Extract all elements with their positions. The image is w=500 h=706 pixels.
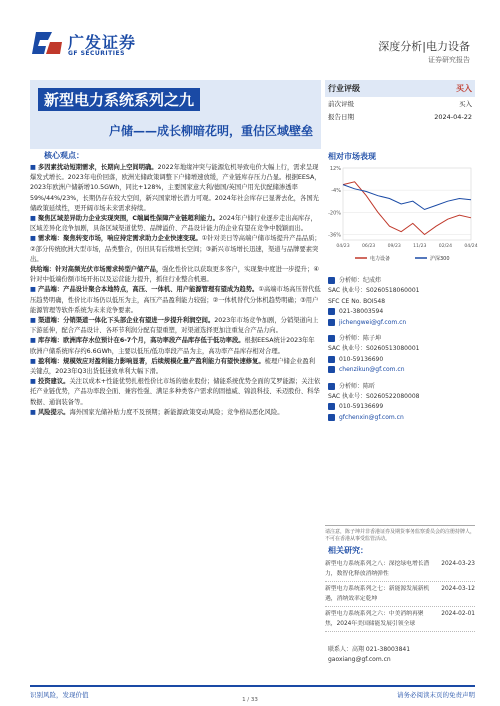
core-paragraph	[30, 357, 321, 377]
related-heading: 相关研究：	[328, 546, 368, 555]
paragraph-lead: 库存端：欧洲库存水位预计在6-7个月，高功率段产品库存低于低功率段。	[37, 337, 245, 345]
contact-block	[328, 645, 410, 665]
x-tick-label: 09/23	[387, 244, 401, 249]
analyst-block	[328, 334, 478, 376]
analyst-name: 纪成炜	[363, 277, 382, 284]
analyst-role: 分析师：	[339, 382, 364, 390]
core-heading: 核心观点：	[44, 151, 84, 160]
email-icon	[328, 414, 335, 421]
paragraph-text: ①高端市场高压替代低压趋势明确，性价比市场仍以低压为主，高压产品盈利能力较强；②一体机替代分体机趋势明确；③用户能源管理等软件系统为未来竞争要素。	[30, 286, 321, 314]
related-date: 2024-03-12	[441, 586, 475, 592]
disclaimer-note: 请注意，陈子坤并非香港证券及期货事务监察委员会的注册持牌人，不可在香港从事受监管活动。	[325, 525, 475, 543]
y-tick-label: -4%	[331, 188, 341, 195]
analyst-sac: SAC 执业号：S0260518060001	[328, 287, 420, 295]
footer-disclaimer: 请务必阅读末页的免责声明	[397, 691, 475, 699]
phone-icon	[328, 403, 335, 410]
paragraph-text: 关注以成本+性能优势扎根性价比市场的德业股份；储能系统优势全面的艾罗能源；关注依托产业链优势，产品功率段全面、兼容性强、满足多种类客户需求的固德威、锦浪科技、禾迈股份、科华数据、通润装备等。	[30, 378, 321, 406]
chart-title: 相对市场表现	[328, 152, 376, 161]
prev-rating-label: 前次评级	[328, 100, 354, 108]
x-tick-label: 11/23	[413, 244, 427, 249]
analyst-name: 陈子坤	[363, 335, 382, 343]
person-icon	[328, 335, 335, 342]
analyst-email[interactable]: jichengwei@gf.com.cn	[339, 318, 407, 326]
email-icon	[328, 366, 335, 373]
related-list	[325, 557, 475, 632]
plot-frame	[343, 168, 471, 240]
report-category: 深度分析|电力设备	[378, 40, 470, 53]
phone-icon	[328, 308, 335, 315]
analyst-email[interactable]: chenzikun@gf.com.cn	[339, 366, 405, 374]
paragraph-text: 2022年地缘冲突与能源危机导致电价大幅上行，需求呈现爆发式增长。2023年电价回落，欧洲光储政策调整下户储增速放缓，产业链库存压力凸显。根据EESA，2023年欧洲户储新增10.5GWh，同比+128%，主要国家意大利/德国/英国户用光伏配储渗透率59%/44%/23%，长期仍存在较大空间，新兴国家增长潜力可观。2024年社会库存已显著去化，各国光储政策延续性，更开阔市场未来需求持续。	[30, 164, 321, 212]
paragraph-text: 根据EESA统计2023年年欧洲户储系统库存约6.6GWh，主要以低压/低功率段产品为主，高功率产品库存相对合理。	[30, 337, 315, 355]
paragraph-lead: 渠道端：分销渠道一体化下头部企业有望进一步提升利润空间。	[37, 317, 215, 325]
analyst-sac: SAC 执业号：S0260513080001	[328, 345, 420, 353]
analyst-phone: 010-59136699	[339, 403, 384, 411]
core-paragraph	[30, 336, 321, 356]
related-date: 2024-02-01	[441, 611, 475, 617]
core-body	[30, 163, 321, 418]
related-item[interactable]	[325, 557, 475, 582]
brand-name-en: GF SECURITIES	[68, 50, 125, 57]
analyst-role: 分析师：	[339, 277, 364, 284]
paragraph-lead: 投资建议。	[37, 378, 70, 386]
paragraph-text: 2024年户储行业逐步走出高库存，区域差异化竞争加剧，具备区域渠道优势、品牌溢价、产品设计能力的企业有望在竞争中脱颖而出。	[30, 215, 317, 233]
core-paragraph	[30, 163, 321, 214]
report-date-value: 2024-04-22	[434, 112, 472, 121]
paragraph-lead: 需求端：聚焦转变市场，响应持定需求助力企业快速变现。	[37, 235, 202, 243]
related-item[interactable]	[325, 582, 475, 607]
analyst-block	[328, 276, 478, 328]
rating-label: 行业评级	[328, 84, 360, 93]
related-date: 2024-03-23	[441, 561, 475, 567]
gf-logo-icon	[30, 30, 64, 56]
paragraph-lead: 多因素扰动短期需求，长期向上空间明确。	[37, 164, 158, 171]
core-paragraph	[30, 214, 321, 234]
brand-name-cn: 广发证券	[68, 33, 137, 52]
paragraph-text: 强化性价比以获取更多客户，实现集中度进一步提升；④针对中低端份额市场开拓以及运营能力提升，抓住行业整合机遇。	[30, 266, 320, 284]
rating-row	[325, 110, 475, 123]
email-icon	[328, 319, 335, 326]
page-number: 1 / 33	[242, 697, 258, 703]
core-paragraph	[30, 377, 321, 408]
core-paragraph	[30, 316, 321, 336]
series-line	[343, 182, 471, 235]
related-title: 新型电力系统系列之七：新能源发展新机遇，消纳效率定乾坤	[325, 586, 430, 602]
person-icon	[328, 277, 335, 284]
analyst-list	[328, 276, 478, 423]
page-footer	[30, 685, 475, 699]
prev-rating-value: 买入	[459, 100, 472, 108]
paragraph-lead: 供给端：针对高频光伏市场需求转型户储产品，	[30, 266, 163, 274]
contact-name: 联系人：高翔 021-38003841	[328, 646, 411, 653]
paragraph-text: 2023年市场竞争加剧，分销渠道向上下游延伸，配合产品设计、各环节利润分配有望重塑，对渠道选择更加注重复合产品力向。	[30, 317, 319, 335]
x-tick-label: 06/23	[361, 244, 376, 249]
x-tick-label: 02/24	[438, 244, 453, 249]
analyst-sac: SAC 执业号：S0260522080008	[328, 393, 420, 401]
related-title: 新型电力系统系列之八：深挖绿电增长潜力，数智化释放消纳弹性	[325, 561, 430, 577]
related-item[interactable]	[325, 607, 475, 632]
person-icon	[328, 383, 335, 390]
core-paragraph	[30, 285, 321, 316]
analyst-name: 陈昕	[363, 382, 376, 390]
paragraph-lead: 风险提示。	[37, 408, 70, 416]
footer-slogan: 识别风险，发现价值	[30, 691, 89, 699]
report-type: 证券研究报告	[428, 56, 470, 64]
analyst-sfc: SFC CE No. BOI548	[328, 297, 386, 305]
core-paragraph	[30, 265, 321, 285]
relative-performance-chart	[325, 162, 478, 267]
report-date-label: 报告日期	[328, 113, 354, 121]
rating-row	[325, 97, 475, 110]
analyst-block	[328, 382, 478, 424]
y-tick-label: 12%	[329, 166, 341, 172]
rating-value: 买入	[456, 84, 472, 93]
paragraph-text: 海外国家光储补贴力度不及预期；新能源政策变动风险；竞争格局恶化风险。	[69, 408, 284, 416]
rating-row	[325, 80, 475, 97]
report-subtitle: 户储——成长柳暗花明，重估区域壁垒	[108, 124, 313, 138]
x-tick-label: 04/23	[336, 244, 350, 249]
title-banner	[30, 80, 321, 149]
legend-label: 沪深300	[430, 256, 450, 262]
series-line	[343, 185, 471, 210]
rating-table	[325, 80, 475, 123]
series-title: 新型电力系统系列之九	[38, 88, 200, 111]
legend-label: 电力设备	[370, 256, 391, 262]
analyst-role: 分析师：	[339, 335, 364, 343]
core-paragraph	[30, 408, 321, 418]
phone-icon	[328, 356, 335, 363]
analyst-phone: 010-59136690	[339, 355, 384, 363]
y-tick-label: -20%	[328, 210, 341, 217]
paragraph-lead: 盈利端：规模效应对盈利能力影响显著，后续规模化量产盈利能力有望快速修复。	[37, 357, 265, 365]
analyst-email[interactable]: gfchenxin@gf.com.cn	[339, 413, 404, 421]
analyst-phone: 021-38003594	[339, 308, 384, 316]
x-tick-label: 04/24	[464, 244, 478, 249]
paragraph-lead: 聚焦区域差异助力企业实现突围，C端属性保障产业链超利能力。	[37, 215, 219, 223]
core-paragraph	[30, 234, 321, 265]
y-tick-label: -36%	[328, 232, 341, 239]
related-title: 新型电力系统系列之六：中美消纳再聚焦，2024年美国储能发展引领全球	[325, 611, 424, 627]
paragraph-text: 梳理户储企业盈利关键点，2023年Q3出货低迷致单利大幅下滑。	[30, 357, 316, 376]
paragraph-lead: 产品端：产品设计聚合本地特点，高压、一体机、用户能源管理有望成为趋势。	[37, 286, 259, 294]
paragraph-text: ①针对美日等高端户储市场提升产品品质；②部分传统欧洲大型市场，品类整合，仍旧具有后续增长空间；③新兴市场增长迅速，渠道与品牌要素突出。	[30, 235, 321, 263]
contact-email[interactable]: gaoxiang@gf.com.cn	[328, 656, 391, 663]
